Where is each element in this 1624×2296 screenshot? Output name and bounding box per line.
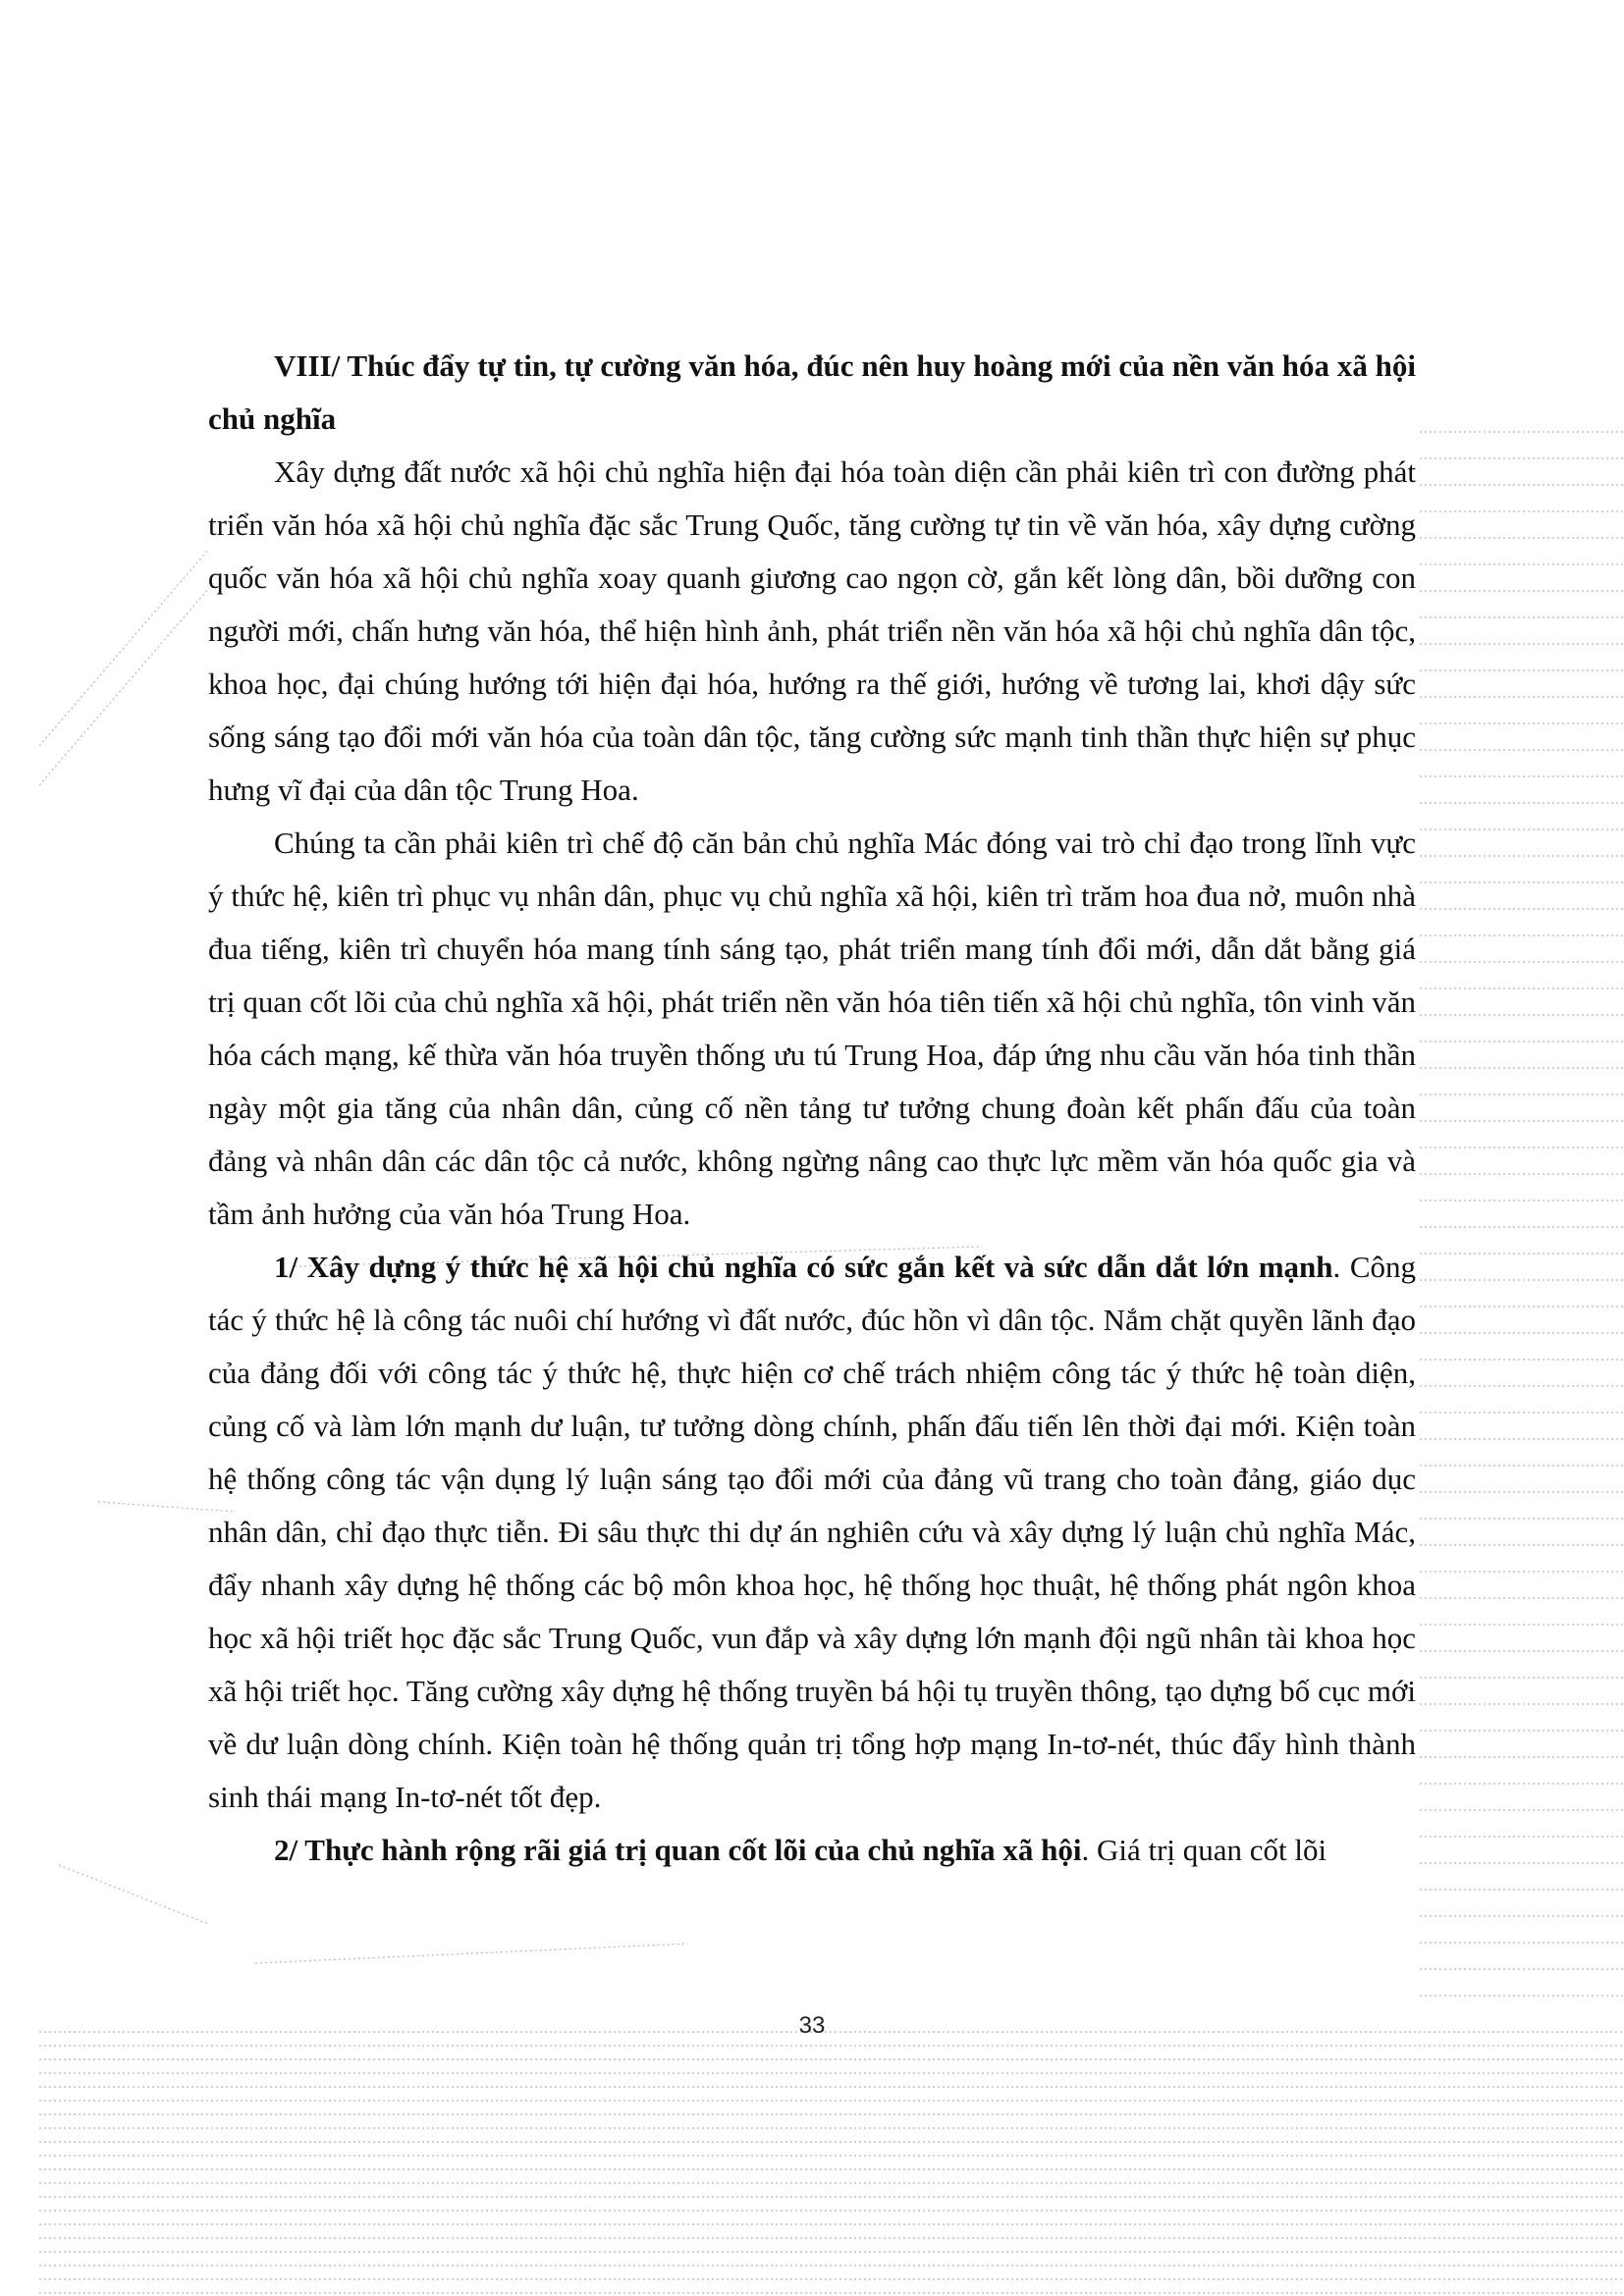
subsection-heading-2: 2/ Thực hành rộng rãi giá trị quan cốt lõi của chủ nghĩa xã hội — [274, 1833, 1082, 1867]
paragraph-text: Xây dựng đất nước xã hội chủ nghĩa hiện đại hóa toàn diện cần phải kiên trì con đường phát triển văn hóa xã hội chủ nghĩa đặc sắc Trung Quốc, tăng cường tự tin về văn hóa, xây dựng cường quốc văn hóa xã hội chủ nghĩa xoay quanh giương cao ngọn cờ, gắn kết lòng dân, bồi dưỡng con người mới, chấn hưng văn hóa, thể hiện hình ảnh, phát triển nền văn hóa xã hội chủ nghĩa dân tộc, khoa học, đại chúng hướng tới hiện đại hóa, hướng ra thế giới, hướng về tương lai, khơi dậy sức sống sáng tạo đổi mới văn hóa của toàn dân tộc, tăng cường sức mạnh tinh thần thực hiện sự phục hưng vĩ đại của dân tộc Trung Hoa. — [208, 454, 1416, 807]
subsection-heading-1: 1/ Xây dựng ý thức hệ xã hội chủ nghĩa có sức gắn kết và sức dẫn dắt lớn mạnh — [274, 1250, 1333, 1284]
paragraph-text: . Giá trị quan cốt lõi — [1081, 1833, 1327, 1867]
dotted-guide-line — [39, 550, 208, 746]
dotted-guide-line — [39, 589, 208, 785]
page-number: 33 — [798, 2012, 826, 2039]
dotted-guide-line — [255, 1944, 687, 1963]
body-text — [208, 446, 1416, 1877]
paragraph-core-values — [208, 1824, 1416, 1877]
paragraph-text: . Công tác ý thức hệ là công tác nuôi chí hướng vì đất nước, đúc hồn vì dân tộc. Nắm chặt quyền lãnh đạo của đảng đối với công tác ý thức hệ, thực hiện cơ chế trách nhiệm công tác ý thức hệ toàn diện, củng cố và làm lớn mạnh dư luận, tư tưởng dòng chính, phấn đấu tiến lên thời đại mới. Kiện toàn hệ thống công tác vận dụng lý luận sáng tạo đổi mới của đảng vũ trang cho toàn đảng, giáo dục nhân dân, chỉ đạo thực tiễn. Đi sâu thực thi dự án nghiên cứu và xây dựng lý luận chủ nghĩa Mác, đẩy nhanh xây dựng hệ thống các bộ môn khoa học, hệ thống học thuật, hệ thống phát ngôn khoa học xã hội triết học đặc sắc Trung Quốc, vun đắp và xây dựng lớn mạnh đội ngũ nhân tài khoa học xã hội triết học. Tăng cường xây dựng hệ thống truyền bá hội tụ truyền thông, tạo dựng bố cục mới về dư luận dòng chính. Kiện toàn hệ thống quản trị tổng hợp mạng In-tơ-nét, thúc đẩy hình thành sinh thái mạng In-tơ-nét tốt đẹp. — [208, 1250, 1416, 1814]
dotted-guide-line — [59, 1865, 208, 1924]
section-heading: VIII/ Thúc đẩy tự tin, tự cường văn hóa, đúc nên huy hoàng mới của nền văn hóa xã hội chủ nghĩa — [208, 348, 1416, 436]
paragraph-intro — [208, 446, 1416, 817]
paragraph-text: Chúng ta cần phải kiên trì chế độ căn bản chủ nghĩa Mác đóng vai trò chỉ đạo trong lĩnh vực ý thức hệ, kiên trì phục vụ nhân dân, phục vụ chủ nghĩa xã hội, kiên trì trăm hoa đua nở, muôn nhà đua tiếng, kiên trì chuyển hóa mang tính sáng tạo, phát triển mang tính đổi mới, dẫn dắt bằng giá trị quan cốt lõi của chủ nghĩa xã hội, phát triển nền văn hóa tiên tiến xã hội chủ nghĩa, tôn vinh văn hóa cách mạng, kế thừa văn hóa truyền thống ưu tú Trung Hoa, đáp ứng nhu cầu văn hóa tinh thần ngày một gia tăng của nhân dân, củng cố nền tảng tư tưởng chung đoàn kết phấn đấu của toàn đảng và nhân dân các dân tộc cả nước, không ngừng nâng cao thực lực mềm văn hóa quốc gia và tầm ảnh hưởng của văn hóa Trung Hoa. — [208, 826, 1416, 1231]
paragraph-principles — [208, 817, 1416, 1241]
paragraph-ideology — [208, 1241, 1416, 1824]
